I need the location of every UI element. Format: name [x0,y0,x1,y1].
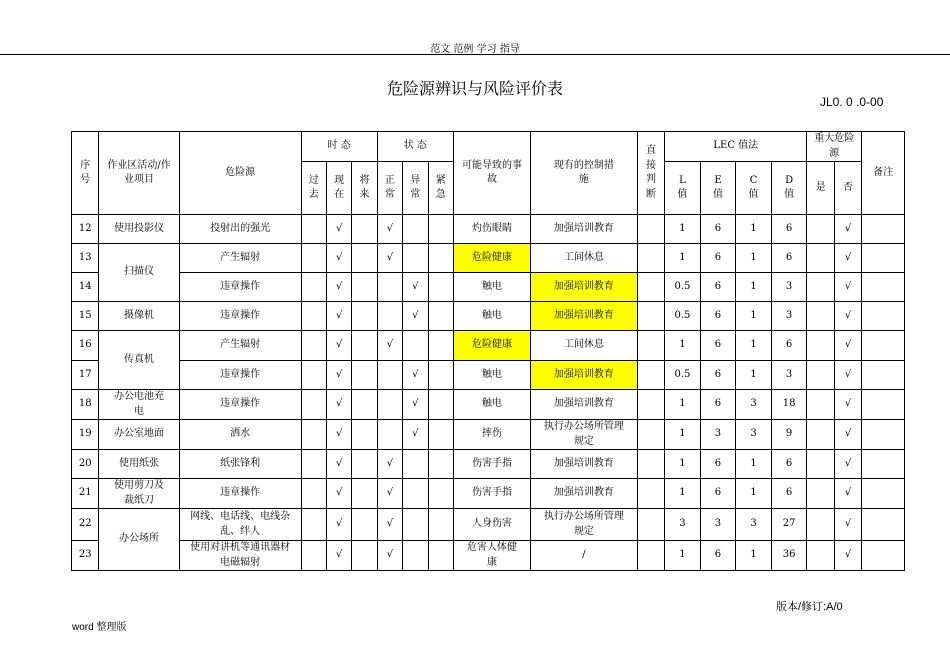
cell-hazard: 违章操作 [179,302,301,331]
cell-seq: 20 [72,450,99,479]
cell-e-value: 6 [700,331,736,361]
cell-time-future [352,450,377,479]
col-header-remark: 备注 [862,132,905,215]
cell-activity: 使用纸张 [99,450,179,479]
table-row [72,509,905,541]
cell-major-no: √ [834,479,861,509]
col-header-major: 重大危险源 [807,132,862,162]
cell-accident: 伤害手指 [453,479,530,509]
cell-time-past [301,244,326,273]
cell-accident: 触电 [453,273,530,302]
cell-seq: 15 [72,302,99,331]
col-header-d: D值 [771,162,807,215]
cell-accident: 灼伤眼睛 [453,215,530,244]
cell-time-now: √ [326,390,351,420]
cell-l-value: 1 [665,331,701,361]
col-header-status-abnormal: 异常 [403,162,428,215]
cell-accident: 摔伤 [453,420,530,450]
cell-major-no: √ [834,215,861,244]
cell-control: 执行办公场所管理规定 [531,420,638,450]
cell-time-past [301,541,326,571]
cell-time-past [301,215,326,244]
cell-l-value: 1 [665,420,701,450]
cell-time-now: √ [326,361,351,390]
cell-accident: 触电 [453,302,530,331]
cell-d-value: 6 [771,331,807,361]
cell-l-value: 1 [665,215,701,244]
cell-major-no: √ [834,420,861,450]
cell-status-abnormal: √ [403,302,428,331]
cell-control: 工间休息 [531,331,638,361]
cell-control: 加强培训教育 [531,273,638,302]
cell-remark [862,420,905,450]
cell-c-value: 1 [736,450,772,479]
cell-activity: 使用投影仪 [99,215,179,244]
cell-status-normal [377,390,402,420]
cell-remark [862,390,905,420]
col-header-lec: LEC 值法 [665,132,807,162]
cell-control: 加强培训教育 [531,302,638,331]
cell-major-no: √ [834,273,861,302]
table-row [72,244,905,273]
cell-status-abnormal [403,479,428,509]
cell-seq: 22 [72,509,99,541]
table-row [72,541,905,571]
cell-major-yes [807,215,834,244]
col-header-l: L值 [665,162,701,215]
cell-direct [637,331,664,361]
col-header-major-no: 否 [834,162,861,215]
cell-status-abnormal: √ [403,420,428,450]
cell-hazard: 网线、电话线、电线杂乱、绊人 [179,509,301,541]
col-header-hazard: 危险源 [179,132,301,215]
cell-remark [862,361,905,390]
cell-status-abnormal [403,450,428,479]
table-row [72,479,905,509]
cell-time-future [352,479,377,509]
col-header-time-past: 过去 [301,162,326,215]
cell-accident: 危险健康 [453,244,530,273]
cell-direct [637,479,664,509]
cell-time-now: √ [326,244,351,273]
cell-remark [862,509,905,541]
cell-remark [862,302,905,331]
cell-l-value: 3 [665,509,701,541]
cell-status-emergency [428,450,453,479]
col-header-accident: 可能导致的事故 [453,132,530,215]
document-code: JL0. 0 .0-00 [820,95,884,109]
cell-major-yes [807,244,834,273]
cell-accident: 触电 [453,361,530,390]
cell-status-normal: √ [377,331,402,361]
cell-status-normal [377,420,402,450]
cell-control: 加强培训教育 [531,390,638,420]
col-header-status: 状 态 [377,132,453,162]
cell-d-value: 36 [771,541,807,571]
cell-status-normal: √ [377,479,402,509]
cell-status-normal: √ [377,450,402,479]
cell-time-future [352,420,377,450]
cell-major-yes [807,390,834,420]
cell-time-past [301,509,326,541]
cell-time-past [301,420,326,450]
cell-c-value: 1 [736,541,772,571]
cell-time-future [352,390,377,420]
cell-status-emergency [428,302,453,331]
cell-status-emergency [428,390,453,420]
cell-activity: 办公室地面 [99,420,179,450]
cell-status-normal: √ [377,244,402,273]
cell-e-value: 6 [700,244,736,273]
cell-status-abnormal [403,541,428,571]
cell-status-normal: √ [377,509,402,541]
cell-seq: 18 [72,390,99,420]
cell-c-value: 3 [736,509,772,541]
col-header-status-normal: 正常 [377,162,402,215]
cell-time-future [352,331,377,361]
cell-e-value: 6 [700,479,736,509]
cell-control: 加强培训教育 [531,215,638,244]
col-header-seq: 序号 [72,132,99,215]
cell-control: 加强培训教育 [531,479,638,509]
cell-l-value: 0.5 [665,361,701,390]
cell-time-future [352,302,377,331]
cell-hazard: 洒水 [179,420,301,450]
cell-control: 加强培训教育 [531,361,638,390]
cell-accident: 危害人体健康 [453,541,530,571]
cell-direct [637,509,664,541]
cell-e-value: 6 [700,302,736,331]
col-header-activity: 作业区活动/作业项目 [99,132,179,215]
cell-time-past [301,361,326,390]
cell-c-value: 1 [736,244,772,273]
footer-version: 版本/修订:A/0 [776,601,843,613]
cell-major-no: √ [834,331,861,361]
cell-time-now: √ [326,479,351,509]
cell-major-yes [807,302,834,331]
cell-c-value: 1 [736,361,772,390]
cell-status-emergency [428,215,453,244]
cell-time-now: √ [326,273,351,302]
cell-time-future [352,273,377,302]
table-row [72,273,905,302]
cell-direct [637,541,664,571]
table-row [72,331,905,361]
cell-activity: 摄像机 [99,302,179,331]
cell-e-value: 6 [700,215,736,244]
cell-d-value: 3 [771,361,807,390]
cell-major-yes [807,331,834,361]
cell-c-value: 1 [736,302,772,331]
cell-major-no: √ [834,302,861,331]
cell-e-value: 3 [700,420,736,450]
table-row [72,361,905,390]
cell-remark [862,215,905,244]
cell-accident: 人身伤害 [453,509,530,541]
cell-seq: 21 [72,479,99,509]
cell-d-value: 6 [771,215,807,244]
cell-seq: 16 [72,331,99,361]
cell-time-future [352,509,377,541]
cell-e-value: 3 [700,509,736,541]
cell-major-no: √ [834,541,861,571]
cell-c-value: 1 [736,215,772,244]
cell-time-past [301,273,326,302]
cell-remark [862,450,905,479]
cell-remark [862,541,905,571]
col-header-major-yes: 是 [807,162,834,215]
cell-accident: 危险健康 [453,331,530,361]
col-header-time-state: 时 态 [301,132,377,162]
cell-control: / [531,541,638,571]
cell-time-future [352,361,377,390]
cell-hazard: 产生辐射 [179,331,301,361]
cell-e-value: 6 [700,273,736,302]
cell-remark [862,479,905,509]
cell-hazard: 产生辐射 [179,244,301,273]
page-title: 危险源辨识与风险评价表 [386,79,563,98]
cell-status-emergency [428,273,453,302]
cell-status-normal: √ [377,215,402,244]
cell-time-past [301,302,326,331]
cell-status-emergency [428,420,453,450]
cell-status-abnormal [403,244,428,273]
cell-c-value: 1 [736,479,772,509]
cell-status-emergency [428,331,453,361]
cell-direct [637,361,664,390]
cell-seq: 14 [72,273,99,302]
col-header-e: E值 [700,162,736,215]
cell-d-value: 6 [771,479,807,509]
cell-seq: 13 [72,244,99,273]
cell-hazard: 投射出的强光 [179,215,301,244]
cell-major-yes [807,541,834,571]
cell-status-emergency [428,244,453,273]
cell-status-abnormal [403,331,428,361]
cell-direct [637,302,664,331]
cell-hazard: 违章操作 [179,390,301,420]
cell-major-no: √ [834,244,861,273]
cell-hazard: 纸张锋利 [179,450,301,479]
cell-c-value: 3 [736,390,772,420]
cell-control: 执行办公场所管理规定 [531,509,638,541]
cell-direct [637,420,664,450]
cell-status-abnormal [403,509,428,541]
cell-direct [637,273,664,302]
cell-time-now: √ [326,302,351,331]
cell-status-emergency [428,541,453,571]
table-row [72,302,905,331]
cell-status-emergency [428,479,453,509]
cell-direct [637,390,664,420]
cell-major-yes [807,361,834,390]
cell-seq: 17 [72,361,99,390]
cell-hazard: 违章操作 [179,361,301,390]
cell-status-abnormal: √ [403,273,428,302]
cell-d-value: 6 [771,450,807,479]
cell-time-future [352,215,377,244]
cell-activity: 办公电池充电 [99,390,179,420]
cell-activity: 办公场所 [99,509,179,571]
table-row [72,390,905,420]
cell-l-value: 1 [665,244,701,273]
cell-l-value: 1 [665,479,701,509]
cell-e-value: 6 [700,361,736,390]
cell-status-normal [377,361,402,390]
cell-d-value: 27 [771,509,807,541]
cell-hazard: 违章操作 [179,273,301,302]
cell-time-now: √ [326,509,351,541]
col-header-time-future: 将来 [352,162,377,215]
cell-activity: 扫描仪 [99,244,179,302]
cell-status-abnormal: √ [403,390,428,420]
cell-time-now: √ [326,331,351,361]
cell-e-value: 6 [700,390,736,420]
cell-hazard: 使用对讲机等通讯器材电磁辐射 [179,541,301,571]
cell-major-no: √ [834,450,861,479]
cell-accident: 触电 [453,390,530,420]
page-header-note: 范文 范例 学习 指导 [430,44,520,55]
col-header-time-now: 现在 [326,162,351,215]
cell-d-value: 6 [771,244,807,273]
cell-d-value: 9 [771,420,807,450]
cell-time-now: √ [326,541,351,571]
cell-hazard: 违章操作 [179,479,301,509]
cell-l-value: 0.5 [665,273,701,302]
cell-status-normal: √ [377,541,402,571]
cell-time-past [301,331,326,361]
header-rule [0,54,950,55]
cell-e-value: 6 [700,450,736,479]
table-row [72,215,905,244]
cell-major-no: √ [834,390,861,420]
cell-major-no: √ [834,509,861,541]
cell-e-value: 6 [700,541,736,571]
col-header-direct: 直接判断 [637,132,664,215]
col-header-status-emergency: 紧急 [428,162,453,215]
cell-status-normal [377,302,402,331]
cell-remark [862,331,905,361]
risk-evaluation-table [71,131,905,571]
cell-d-value: 18 [771,390,807,420]
cell-seq: 12 [72,215,99,244]
cell-time-future [352,541,377,571]
col-header-control: 现有的控制措施 [531,132,638,215]
cell-control: 加强培训教育 [531,450,638,479]
cell-direct [637,244,664,273]
cell-activity: 使用剪刀及裁纸刀 [99,479,179,509]
cell-remark [862,273,905,302]
cell-seq: 19 [72,420,99,450]
cell-l-value: 1 [665,450,701,479]
cell-major-yes [807,479,834,509]
cell-c-value: 1 [736,331,772,361]
col-header-c: C值 [736,162,772,215]
cell-time-now: √ [326,215,351,244]
cell-time-past [301,450,326,479]
cell-d-value: 3 [771,273,807,302]
cell-d-value: 3 [771,302,807,331]
cell-l-value: 1 [665,541,701,571]
cell-accident: 伤害手指 [453,450,530,479]
cell-time-now: √ [326,450,351,479]
cell-direct [637,215,664,244]
cell-direct [637,450,664,479]
cell-control: 工间休息 [531,244,638,273]
cell-major-no: √ [834,361,861,390]
cell-major-yes [807,450,834,479]
cell-seq: 23 [72,541,99,571]
cell-time-past [301,390,326,420]
cell-activity: 传真机 [99,331,179,390]
table-row [72,420,905,450]
cell-major-yes [807,420,834,450]
cell-l-value: 0.5 [665,302,701,331]
cell-c-value: 1 [736,273,772,302]
cell-status-abnormal: √ [403,361,428,390]
cell-major-yes [807,509,834,541]
table-row [72,450,905,479]
cell-time-now: √ [326,420,351,450]
cell-l-value: 1 [665,390,701,420]
cell-major-yes [807,273,834,302]
cell-status-abnormal [403,215,428,244]
cell-status-normal [377,273,402,302]
cell-status-emergency [428,509,453,541]
cell-remark [862,244,905,273]
cell-c-value: 3 [736,420,772,450]
cell-time-future [352,244,377,273]
cell-status-emergency [428,361,453,390]
footer-label: word 整理版 [72,622,127,633]
cell-time-past [301,479,326,509]
